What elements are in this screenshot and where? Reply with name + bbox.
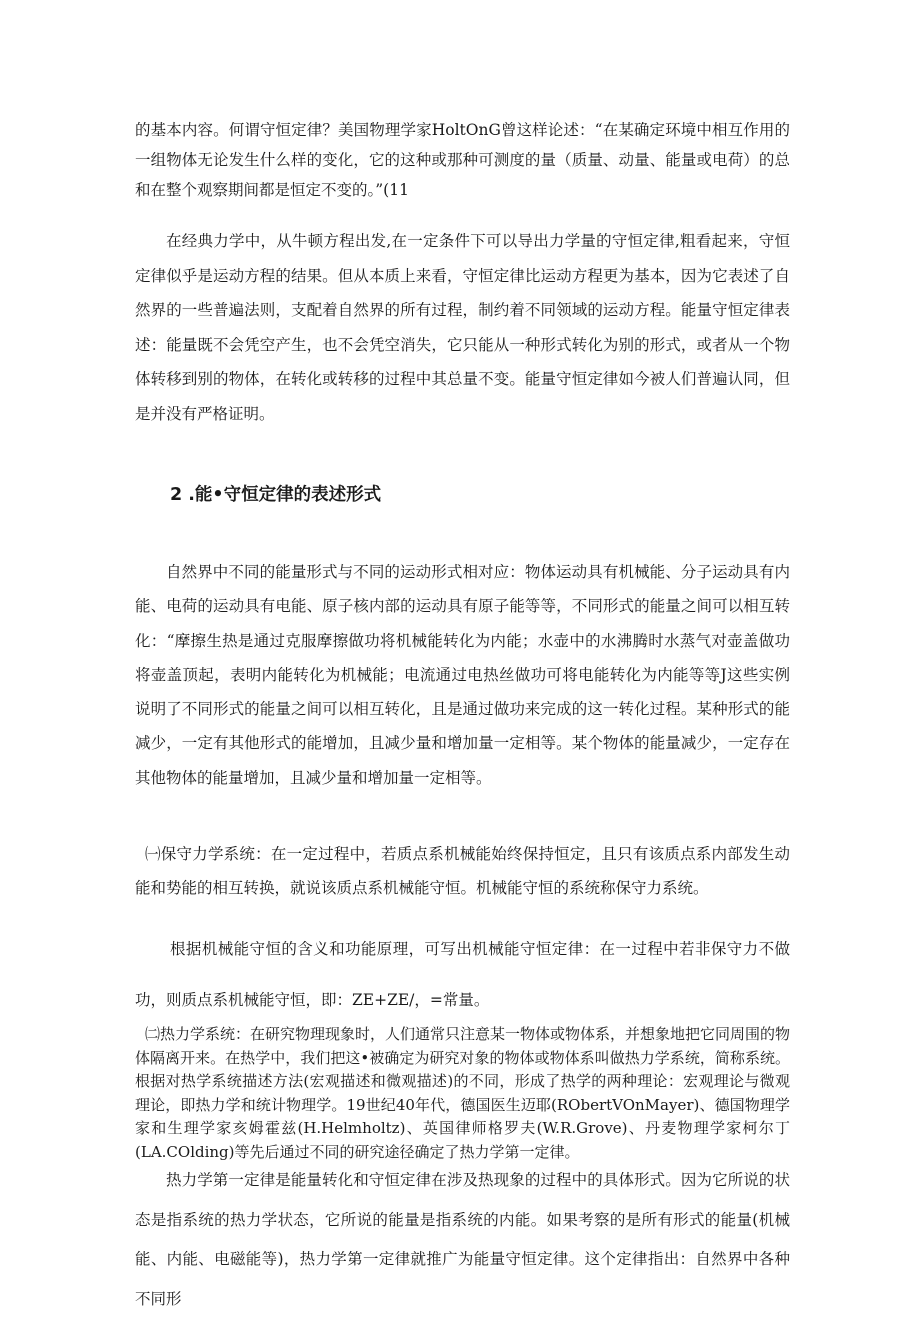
paragraph-mechanical-energy-law: 根据机械能守恒的含义和功能原理，可写出机械能守恒定律：在一过程中若非保守力不做功，则质点系机械能守恒，即：ZE+ZE/，=常量。: [135, 940, 790, 1009]
paragraph-conservation-definition: 的基本内容。何谓守恒定律？美国物理学家HoltOnG曾这样论述：“在某确定环境中相互作用的一组物体无论发生什么样的变化，它的这种或那种可测度的量（质量、动量、能量或电荷）的总和在整个观察期间都是恒定不变的。”(11: [135, 121, 790, 199]
paragraph-energy-forms: 自然界中不同的能量形式与不同的运动形式相对应：物体运动具有机械能、分子运动具有内能、电荷的运动具有电能、原子核内部的运动具有原子能等等，不同形式的能量之间可以相互转化：“摩擦生热是通过克服摩擦做功将机械能转化为内能；水壶中的水沸腾时水蒸气对壶盖做功将壶盖顶起，表明内能转化为机械能；电流通过电热丝做功可将电能转化为内能等等J这些实例说明了不同形式的能量之间可以相互转化，且是通过做功来完成的这一转化过程。某种形式的能减少，一定有其他形式的能增加，且减少量和增加量一定相等。某个物体的能量减少，一定存在其他物体的能量增加，且减少量和增加量一定相等。: [135, 563, 790, 787]
section-heading: 2 .能•守恒定律的表述形式: [170, 485, 382, 505]
paragraph-first-law: 热力学第一定律是能量转化和守恒定律在涉及热现象的过程中的具体形式。因为它所说的状态是指系统的热力学状态，它所说的能量是指系统的内能。如果考察的是所有形式的能量(机械能、内能、电磁能等)，热力学第一定律就推广为能量守恒定律。这个定律指出：自然界中各种不同形: [135, 1171, 790, 1308]
paragraph-thermodynamic-system: ㈡热力学系统：在研究物理现象时，人们通常只注意某一物体或物体系，并想象地把它同周围的物体隔离开来。在热学中，我们把这•被确定为研究对象的物体或物体系叫做热力学系统，简称系统。根据对热学系统描述方法(宏观描述和微观描述)的不同，形成了热学的两种理论：宏观理论与微观理论，即热力学和统计物理学。19世纪40年代，德国医生迈耶(RObertVOnMayer)、德国物理学家和生理学家亥姆霍兹(H.Helmholtz)、英国律师格罗夫(W.R.Grove)、丹麦物理学家柯尔丁(LA.COlding)等先后通过不同的研究途径确定了热力学第一定律。: [135, 1025, 791, 1161]
paragraph-conservative-system: ㈠保守力学系统：在一定过程中，若质点系机械能始终保持恒定，且只有该质点系内部发生动能和势能的相互转换，就说该质点系机械能守恒。机械能守恒的系统称保守力系统。: [135, 845, 790, 897]
paragraph-classical-mechanics: 在经典力学中，从牛顿方程出发,在一定条件下可以导出力学量的守恒定律,粗看起来，守恒定律似乎是运动方程的结果。但从本质上来看，守恒定律比运动方程更为基本，因为它表述了自然界的一些普遍法则，支配着自然界的所有过程，制约着不同领域的运动方程。能量守恒定律表述：能量既不会凭空产生，也不会凭空消失，它只能从一种形式转化为别的形式，或者从一个物体转移到别的物体，在转化或转移的过程中其总量不变。能量守恒定律如今被人们普遍认同，但是并没有严格证明。: [135, 232, 790, 423]
